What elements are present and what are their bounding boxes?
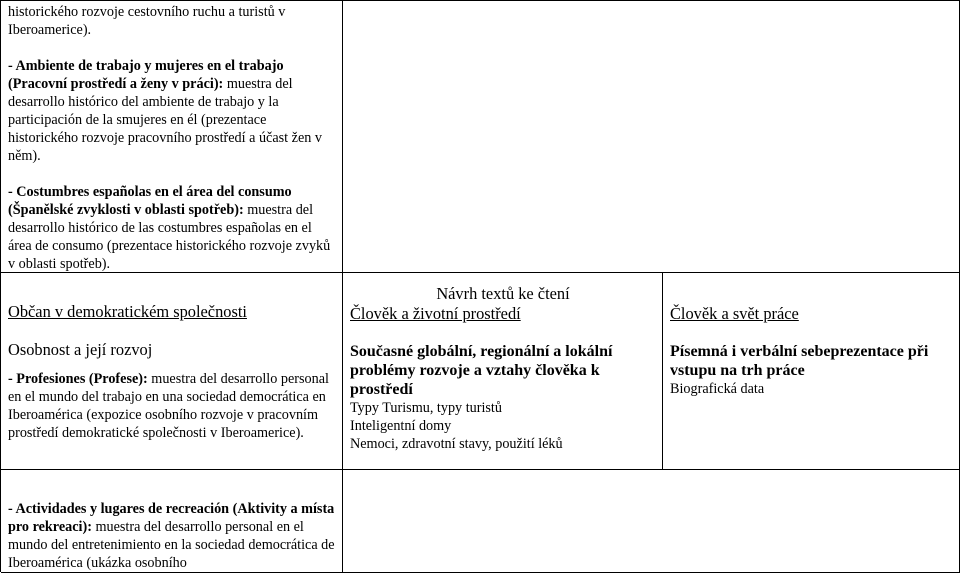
topic-line-1: Typy Turismu, typy turistů — [350, 400, 502, 416]
bold-topic-sebeprezentace: Písemná i verbální sebeprezentace při vstupu na trh práce — [670, 343, 929, 379]
paragraph-costumbres — [8, 183, 336, 273]
column-heading-obcan: Občan v demokratickém společnosti — [8, 302, 247, 321]
bold-topic-globalni: Současné globální, regionální a lokální problémy rozvoje a vztahy člověka k prostředí — [350, 343, 613, 398]
intro-text: historického rozvoje cestovního ruchu a turistů v Iberoamerice). — [8, 4, 286, 38]
item-body-ambiente: muestra del desarrollo histórico del ambiente de trabajo y la participación de la smujeres en él (prezentace historického rozvoje pracovního prostředí a účast žen v něm). — [8, 76, 322, 164]
paragraph-ambiente — [8, 57, 336, 165]
item-body-actividades: muestra del desarrollo personal en el mundo del entretenimiento en la sociedad democrática de Iberoamérica (ukázka osobního — [8, 519, 335, 571]
item-title-ambiente: - Ambiente de trabajo y mujeres en el trabajo (Pracovní prostředí a ženy v práci): — [8, 58, 284, 92]
paragraph-actividades — [8, 500, 336, 572]
item-title-costumbres: - Costumbres españolas en el área del consumo (Španělské zvyklosti v oblasti spotřeb): — [8, 184, 292, 218]
topic-line-3: Nemoci, zdravotní stavy, použití léků — [350, 436, 563, 452]
table-cell-top-left — [1, 1, 343, 273]
item-body-costumbres: muestra del desarrollo histórico de las costumbres españolas en el área de consumo (prezentace historického rozvoje zvyků v oblasti spotřeb). — [8, 202, 331, 272]
table-cell-column-2 — [343, 273, 663, 470]
topic-line-biograficka: Biografická data — [670, 381, 765, 397]
table-cell-bottom-right — [343, 470, 960, 573]
table-cell-bottom-left — [1, 470, 343, 573]
reading-list-title: Návrh textů ke čtení — [436, 284, 570, 303]
item-title-actividades: - Actividades y lugares de recreación (Aktivity a místa pro rekreaci): — [8, 501, 335, 535]
subheading-osobnost: Osobnost a její rozvoj — [8, 340, 153, 359]
item-body-profesiones: muestra del desarrollo personal en el mundo del trabajo en una sociedad democrática en Iberoamérica (expozice osobního rozvoje v pracovním prostředí demokratické společnosti v Iberoamerice). — [8, 371, 329, 441]
table-cell-column-1 — [1, 273, 343, 470]
column-heading-zivotni-prostredi: Člověk a životní prostředí — [350, 304, 521, 323]
table-cell-column-3 — [663, 273, 960, 470]
topic-line-2: Inteligentní domy — [350, 418, 452, 434]
table-cell-top-right — [343, 1, 960, 273]
column-heading-svet-prace: Člověk a svět práce — [670, 304, 799, 323]
paragraph-profesiones — [8, 370, 336, 442]
item-title-profesiones: - Profesiones (Profese): — [8, 371, 148, 387]
